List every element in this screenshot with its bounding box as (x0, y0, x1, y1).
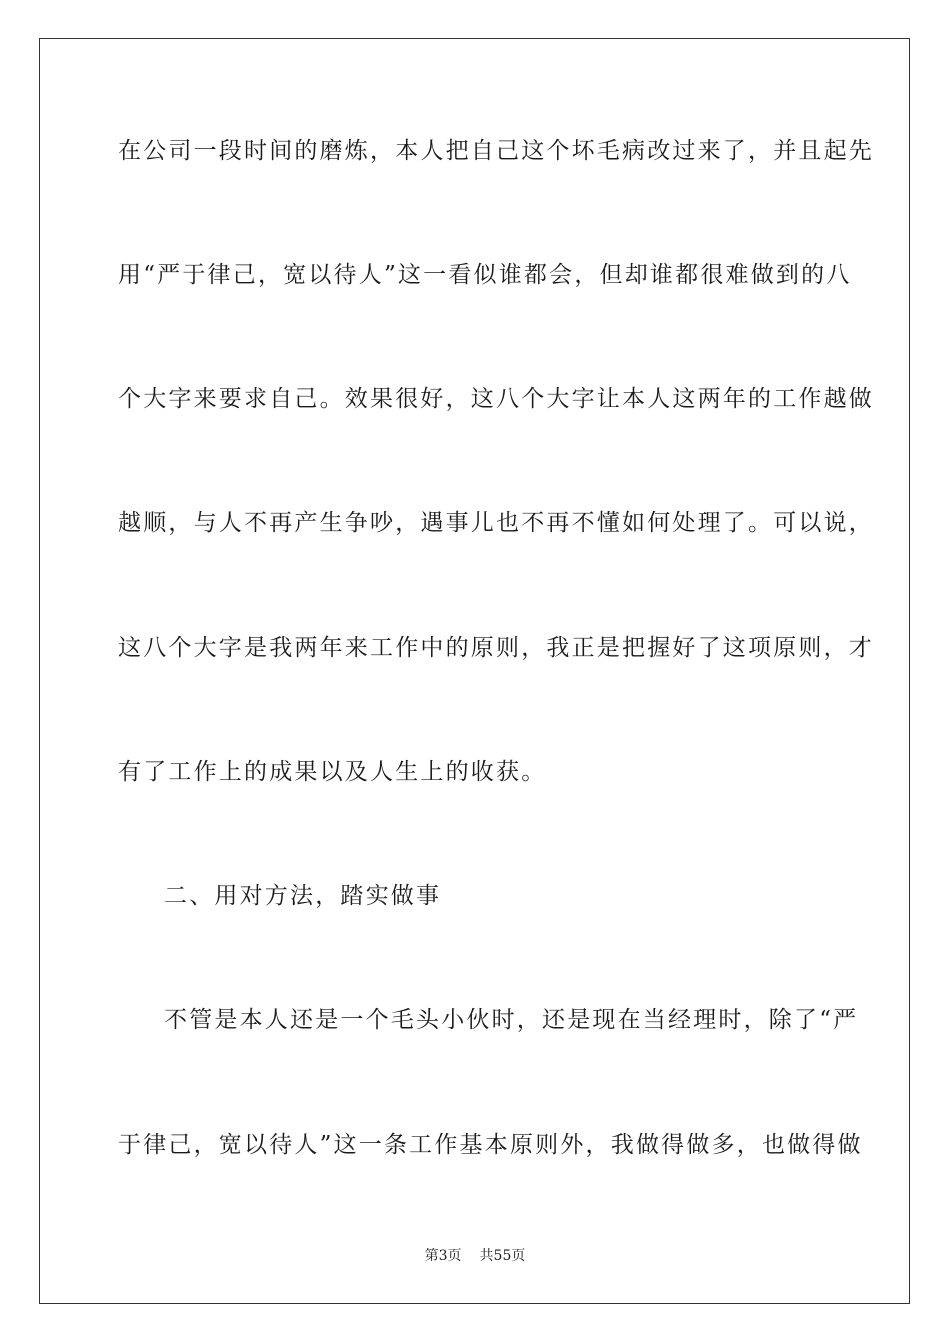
paragraph2-line-2: 于律己，宽以待人”这一条工作基本原则外，我做得做多，也做得做 (118, 1132, 863, 1158)
body-line-6: 有了工作上的成果以及人生上的收获。 (118, 759, 547, 785)
body-line-5: 这八个大字是我两年来工作中的原则，我正是把握好了这项原则，才 (118, 635, 874, 661)
page-number: 第3页 (424, 1248, 462, 1264)
body-line-1: 在公司一段时间的磨炼，本人把自己这个坏毛病改过来了，并且起先 (118, 138, 874, 164)
paragraph2-line-1: 不管是本人还是一个毛头小伙时，还是现在当经理时，除了“严 (164, 1007, 859, 1033)
page-border (39, 38, 910, 1304)
page-footer (0, 1247, 950, 1265)
body-line-4: 越顺，与人不再产生争吵，遇事儿也不再不懂如何处理了。可以说， (118, 510, 874, 536)
page-total: 共55页 (479, 1248, 526, 1264)
body-line-2: 用“严于律己，宽以待人”这一看似谁都会，但却谁都很难做到的八 (118, 262, 852, 288)
body-line-3: 个大字来要求自己。效果很好，这八个大字让本人这两年的工作越做 (118, 386, 874, 412)
section-heading: 二、用对方法，踏实做事 (164, 883, 442, 909)
